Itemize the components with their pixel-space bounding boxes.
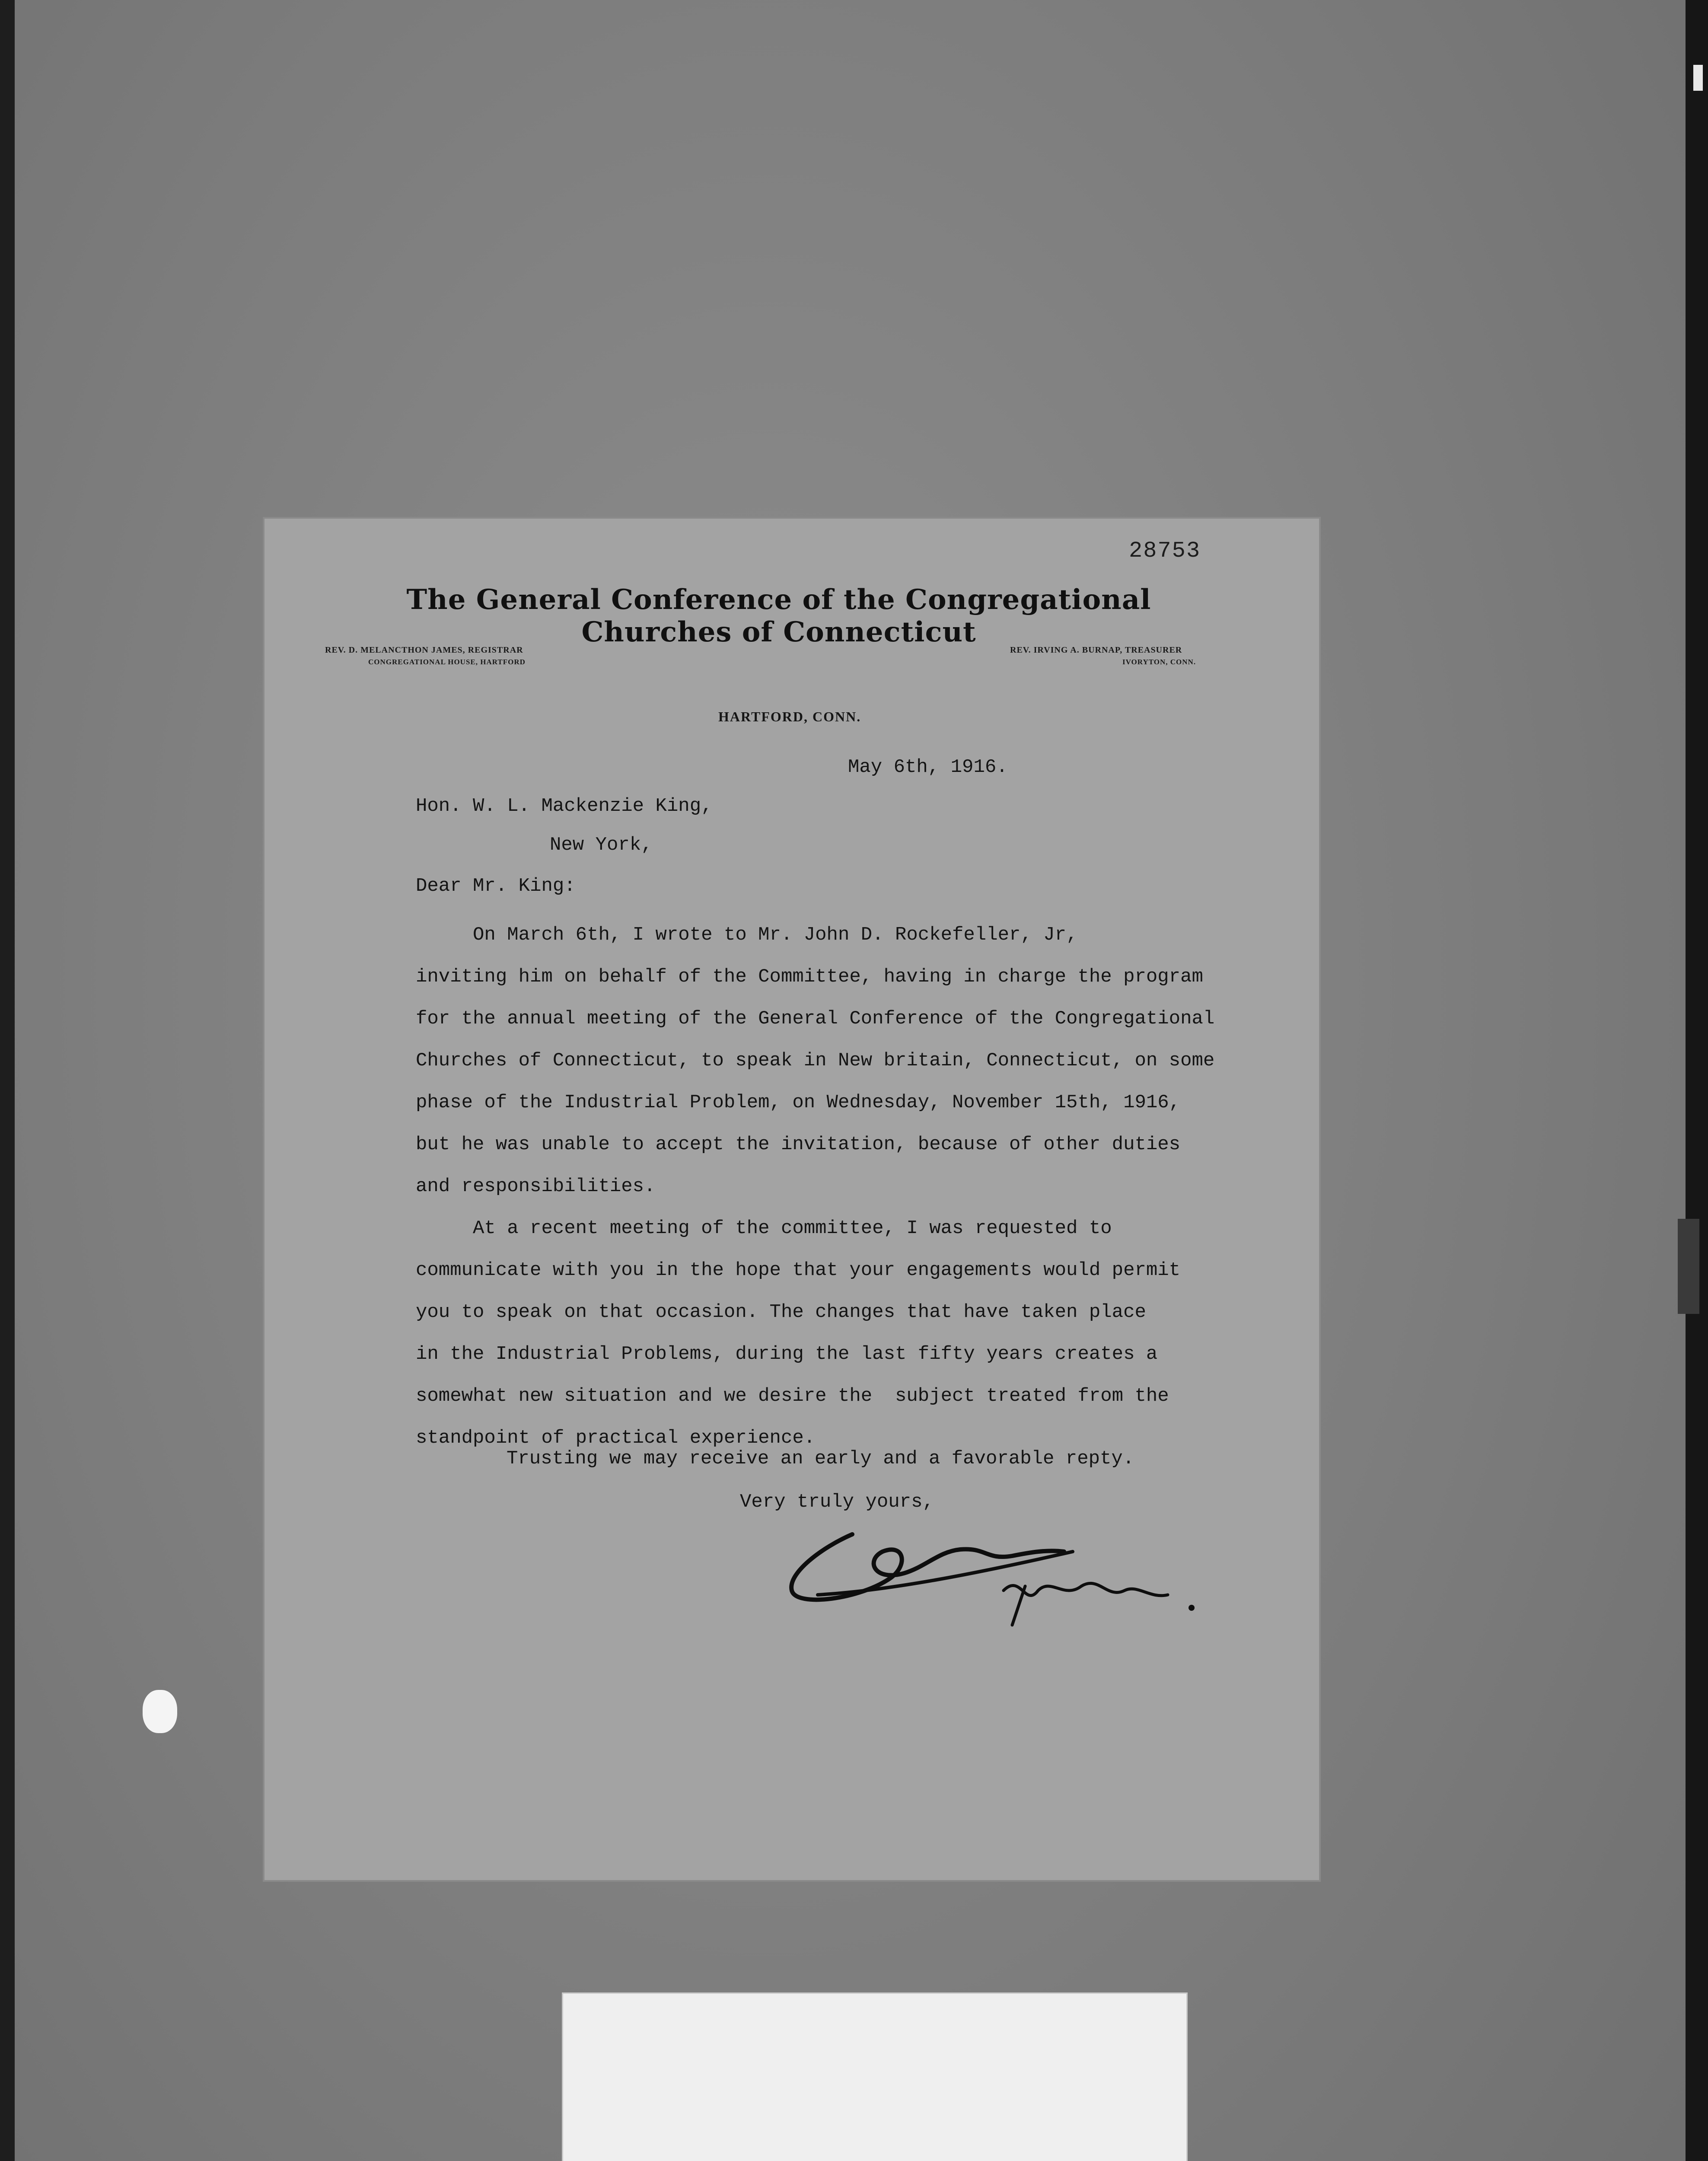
body-line: communicate with you in the hope that your engagements would permit: [416, 1259, 1181, 1281]
letter-body: [416, 914, 1280, 1459]
archive-label-card: [562, 1992, 1188, 2161]
letter-city: HARTFORD, CONN.: [718, 709, 861, 724]
letterhead-treasurer: [1010, 644, 1196, 668]
body-line: Churches of Connecticut, to speak in New britain, Connecticut, on some: [416, 1050, 1215, 1071]
recipient-city: New York,: [550, 834, 653, 856]
binder-clip: [1678, 1219, 1699, 1314]
valediction: Very truly yours,: [740, 1491, 934, 1513]
film-tick: [1693, 65, 1703, 91]
registrar-name: REV. D. MELANCTHON JAMES, REGISTRAR: [325, 645, 523, 655]
signature-image: [762, 1526, 1215, 1629]
treasurer-name: REV. IRVING A. BURNAP, TREASURER: [1010, 645, 1182, 655]
body-line: but he was unable to accept the invitation, because of other duties: [416, 1134, 1181, 1155]
letterhead-registrar: [325, 644, 526, 668]
registrar-address: CONGREGATIONAL HOUSE, HARTFORD: [368, 658, 526, 666]
body-line: somewhat new situation and we desire the subject treated from the: [416, 1385, 1169, 1407]
film-edge-right: [1686, 0, 1708, 2161]
body-line: inviting him on behalf of the Committee, having in charge the program: [416, 966, 1203, 988]
body-line: for the annual meeting of the General Conference of the Congregational: [416, 1008, 1215, 1030]
body-line: and responsibilities.: [416, 1176, 656, 1197]
letterhead-title: The General Conference of the Congregational Churches of Connecticut: [406, 583, 1151, 648]
salutation: Dear Mr. King:: [416, 875, 576, 897]
body-line: in the Industrial Problems, during the last fifty years creates a: [416, 1343, 1158, 1365]
letter-date: May 6th, 1916.: [848, 756, 1008, 778]
film-edge-left: [0, 0, 15, 2161]
closing-line: Trusting we may receive an early and a favorable repty.: [507, 1448, 1134, 1469]
treasurer-address: IVORYTON, CONN.: [1122, 658, 1196, 666]
archive-number: 28753: [1129, 538, 1201, 564]
body-line: you to speak on that occasion. The changes that have taken place: [416, 1301, 1146, 1323]
film-speck: [143, 1690, 177, 1733]
body-line: At a recent meeting of the committee, I was requested to: [416, 1218, 1112, 1239]
body-line: phase of the Industrial Problem, on Wednesday, November 15th, 1916,: [416, 1092, 1181, 1113]
recipient-name: Hon. W. L. Mackenzie King,: [416, 795, 713, 817]
body-line: standpoint of practical experience.: [416, 1427, 816, 1449]
body-line: On March 6th, I wrote to Mr. John D. Rockefeller, Jr,: [416, 924, 1078, 946]
letter-page: [264, 519, 1319, 1880]
